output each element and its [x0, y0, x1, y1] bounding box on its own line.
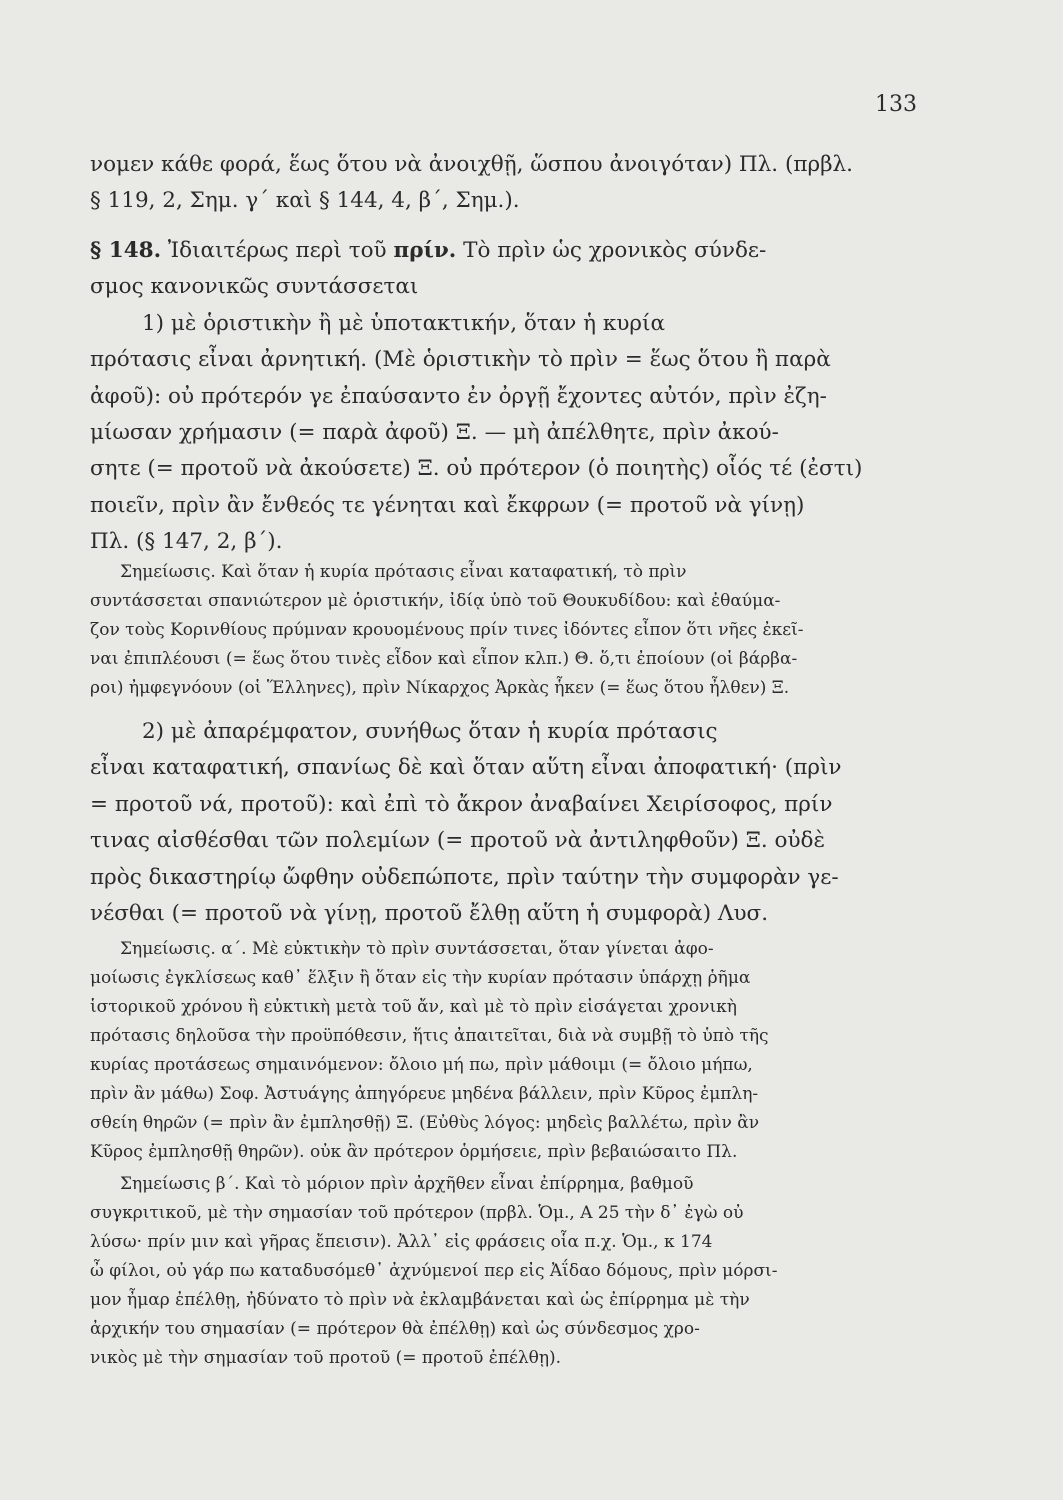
text-line: νέσθαι (= προτοῦ νὰ γίνῃ, προτοῦ ἔλθῃ αὕτη ἡ συμφορὰ) Λυσ. [90, 901, 769, 927]
text-line: § 119, 2, Σημ. γ΄ καὶ § 144, 4, β΄, Σημ.). [90, 188, 520, 214]
text-line: = προτοῦ νά, προτοῦ): καὶ ἐπὶ τὸ ἄκρον ἀναβαίνει Χειρίσοφος, πρίν [90, 791, 833, 817]
text-line: συντάσσεται σπανιώτερον μὲ ὁριστικήν, ἰδίᾳ ὑπὸ τοῦ Θουκυδίδου: καὶ ἐθαύμα- [90, 591, 781, 611]
text-line: σμος κανονικῶς συντάσσεται [90, 274, 419, 300]
text-line: ναι ἐπιπλέουσι (= ἕως ὅτου τινὲς εἶδον καὶ εἶπον κλπ.) Θ. ὅ,τι ἐποίουν (οἱ βάρβα- [90, 649, 798, 669]
section-title-keyword: πρίν. [393, 238, 457, 263]
text-line: νικὸς μὲ τὴν σημασίαν τοῦ προτοῦ (= προτοῦ ἐπέλθῃ). [90, 1348, 562, 1368]
text-line: ἀρχικήν του σημασίαν (= πρότερον θὰ ἐπέλθῃ) καὶ ὡς σύνδεσμος χρο- [90, 1319, 700, 1339]
text-line: πρὸς δικαστηρίῳ ὤφθην οὐδεπώποτε, πρὶν ταύτην τὴν συμφορὰν γε- [90, 864, 839, 890]
paragraph-2 [90, 714, 922, 932]
text-line: 2) μὲ ἀπαρέμφατον, συνήθως ὅταν ἡ κυρία πρότασις [142, 719, 718, 744]
text-line: Σημείωσις. Καὶ ὅταν ἡ κυρία πρότασις εἶναι καταφατική, τὸ πρὶν [120, 562, 687, 582]
section-heading-rest: Τὸ πρὶν ὡς χρονικὸς σύνδε- [456, 238, 767, 263]
text-line: σθείη θηρῶν (= πρὶν ἂν ἐμπλησθῇ) Ξ. (Εὐθὺς λόγος: μηδεὶς βαλλέτω, πρὶν ἂν [90, 1113, 760, 1133]
section-148 [90, 233, 922, 561]
text-line: ζον τοὺς Κορινθίους πρύμναν κρουομένους πρίν τινες ἰδόντες εἶπον ὅτι νῆες ἐκεῖ- [90, 620, 804, 640]
note-1 [90, 558, 922, 703]
text-line: Κῦρος ἐμπλησθῇ θηρῶν). οὐκ ἂν πρότερον ὁρμήσειε, πρὶν βεβαιώσαιτο Πλ. [90, 1142, 738, 1162]
text-line: μίωσαν χρήμασιν (= παρὰ ἀφοῦ) Ξ. — μὴ ἀπέλθητε, πρὶν ἀκού- [90, 420, 779, 446]
text-line: ροι) ἠμφεγνόουν (οἱ Ἕλληνες), πρὶν Νίκαρχος Ἀρκὰς ἧκεν (= ἕως ὅτου ἦλθεν) Ξ. [90, 678, 790, 698]
text-line: σητε (= προτοῦ νὰ ἀκούσετε) Ξ. οὐ πρότερον (ὁ ποιητὴς) οἷός τέ (ἐστι) [90, 456, 863, 482]
paragraph-continuation [90, 147, 922, 220]
text-line: Σημείωσις. α΄. Μὲ εὐκτικὴν τὸ πρὶν συντάσσεται, ὅταν γίνεται ἀφο- [120, 939, 714, 959]
note-3 [90, 1170, 922, 1373]
text-line: μοίωσις ἐγκλίσεως καθ᾽ ἕλξιν ἢ ὅταν εἰς τὴν κυρίαν πρότασιν ὑπάρχῃ ῥῆμα [90, 968, 751, 988]
text-line: τινας αἰσθέσθαι τῶν πολεμίων (= προτοῦ νὰ ἀντιληφθοῦν) Ξ. οὐδὲ [90, 828, 826, 854]
text-line: πρότασις δηλοῦσα τὴν προϋπόθεσιν, ἥτις ἀπαιτεῖται, διὰ νὰ συμβῇ τὸ ὑπὸ τῆς [90, 1026, 769, 1046]
text-line: ὦ φίλοι, οὐ γάρ πω καταδυσόμεθ᾽ ἀχνύμενοί περ εἰς Ἀΐδαο δόμους, πρὶν μόρσι- [90, 1261, 778, 1281]
text-line: ἱστορικοῦ χρόνου ἢ εὐκτικὴ μετὰ τοῦ ἄν, καὶ μὲ τὸ πρὶν εἰσάγεται χρονικὴ [90, 997, 737, 1017]
text-line: πρὶν ἂν μάθω) Σοφ. Ἀστυάγης ἀπηγόρευε μηδένα βάλλειν, πρὶν Κῦρος ἐμπλη- [90, 1084, 759, 1104]
text-line: εἶναι καταφατική, σπανίως δὲ καὶ ὅταν αὕτη εἶναι ἀποφατική· (πρὶν [90, 755, 842, 781]
text-line: κυρίας προτάσεως σημαινόμενον: ὄλοιο μή πω, πρὶν μάθοιμι (= ὄλοιο μήπω, [90, 1055, 753, 1075]
note-2 [90, 935, 922, 1167]
text-line: Σημείωσις β΄. Καὶ τὸ μόριον πρὶν ἀρχῆθεν εἶναι ἐπίρρημα, βαθμοῦ [120, 1174, 694, 1194]
text-line: λύσω· πρίν μιν καὶ γῆρας ἔπεισιν). Ἀλλ᾽ εἰς φράσεις οἷα π.χ. Ὁμ., κ 174 [90, 1232, 713, 1252]
text-line: μον ἦμαρ ἐπέλθῃ, ἠδύνατο τὸ πρὶν νὰ ἐκλαμβάνεται καὶ ὡς ἐπίρρημα μὲ τὴν [90, 1290, 750, 1310]
text-line: ἀφοῦ): οὐ πρότερόν γε ἐπαύσαντο ἐν ὀργῇ ἔχοντες αὐτόν, πρὶν ἐζη- [90, 383, 827, 409]
text-line: 1) μὲ ὁριστικὴν ἢ μὲ ὑποτακτικήν, ὅταν ἡ κυρία [142, 310, 665, 336]
text-line: συγκριτικοῦ, μὲ τὴν σημασίαν τοῦ πρότερον (πρβλ. Ὁμ., Α 25 τὴν δ᾽ ἐγὼ οὐ [90, 1203, 744, 1223]
section-heading-line [90, 233, 922, 269]
text-line: νομεν κάθε φορά, ἕως ὅτου νὰ ἀνοιχθῇ, ὥσπου ἀνοιγόταν) Πλ. (πρβλ. [90, 152, 854, 177]
section-title: Ἰδιαιτέρως περὶ τοῦ [161, 238, 394, 263]
page-number: 133 [875, 92, 917, 117]
text-line: Πλ. (§ 147, 2, β΄). [90, 529, 283, 555]
text-line: ποιεῖν, πρὶν ἂν ἔνθεός τε γένηται καὶ ἔκφρων (= προτοῦ νὰ γίνῃ) [90, 492, 805, 518]
text-line: πρότασις εἶναι ἀρνητική. (Μὲ ὁριστικὴν τὸ πρὶν = ἕως ὅτου ἢ παρὰ [90, 347, 831, 373]
section-number: § 148. [90, 238, 162, 263]
